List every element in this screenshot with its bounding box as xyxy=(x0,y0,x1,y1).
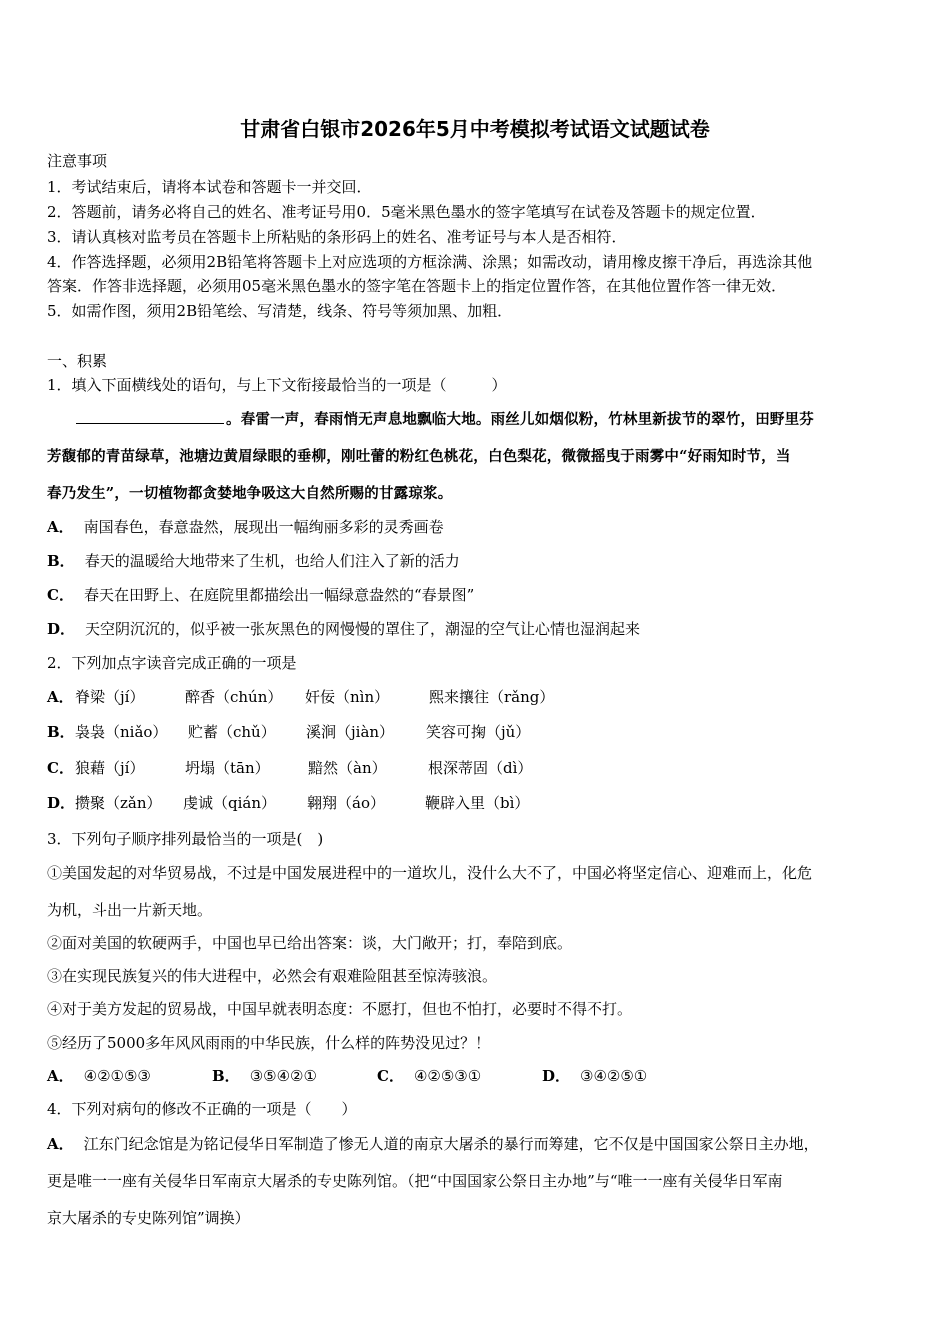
option-item: 虔诚（qián） xyxy=(183,794,277,812)
option-item: 奸佞（nìn） xyxy=(305,688,390,706)
option-text-line: 京大屠杀的专史陈列馆”调换） xyxy=(47,1209,250,1227)
option-item: 攒聚（zǎn） xyxy=(75,794,162,812)
notice-item: 答案．作答非选择题，必须用05毫米黑色墨水的签字笔在答题卡上的指定位置作答，在其他位置作答一律无效． xyxy=(47,277,787,295)
sentence-line: ④对于美方发起的贸易战，中国早就表明态度：不愿打，但也不怕打，必要时不得不打。 xyxy=(47,1000,633,1018)
option-text-line: 更是唯一一座有关侵华日军南京大屠杀的专史陈列馆。（把“中国国家公祭日主办地”与“唯一一座有关侵华日军南 xyxy=(47,1172,783,1190)
option-item: 脊梁（jí） xyxy=(75,688,145,706)
page-title: 甘肃省白银市2026年5月中考模拟考试语文试题试卷 xyxy=(240,117,710,141)
passage-line: 春乃发生”，一切植物都贪婪地争吸这大自然所赐的甘露琼浆。 xyxy=(47,485,453,502)
option-c xyxy=(47,585,474,605)
option-item: 黯然（àn） xyxy=(308,759,387,777)
option-text: ③⑤④②① xyxy=(249,1067,317,1085)
option-label: C． xyxy=(47,586,74,604)
option-label: B． xyxy=(47,723,75,741)
option-a xyxy=(47,1134,819,1154)
option-label: D． xyxy=(542,1067,571,1085)
question-stem: 4．下列对病句的修改不正确的一项是（ ） xyxy=(47,1100,357,1118)
option-item: 笑容可掬（jǔ） xyxy=(426,723,531,741)
passage-text: 。春雷一声，春雨悄无声息地飘临大地。雨丝儿如烟似粉，竹林里新拔节的翠竹，田野里芬 xyxy=(226,411,814,428)
option-item: 翱翔（áo） xyxy=(307,794,385,812)
option-text: ④②⑤③① xyxy=(413,1067,482,1085)
option-label: A． xyxy=(47,518,74,536)
section-heading: 一、积累 xyxy=(47,352,108,370)
notice-item: 2．答题前，请务必将自己的姓名、准考证号用0．5毫米黑色墨水的签字笔填写在试卷及答题卡的规定位置． xyxy=(47,203,766,221)
option-text: ④②①⑤③ xyxy=(83,1067,151,1085)
option-b xyxy=(47,551,460,571)
option-label: B． xyxy=(47,552,75,570)
option-item: 坍塌（tān） xyxy=(185,759,270,777)
option-label: D． xyxy=(47,620,76,638)
option-text: ③④②⑤① xyxy=(580,1067,648,1085)
option-a xyxy=(47,687,555,707)
notice-item: 1．考试结束后，请将本试卷和答题卡一并交回． xyxy=(47,178,372,196)
passage-line xyxy=(76,409,814,430)
option-b xyxy=(47,722,531,742)
question-stem: 2．下列加点字读音完成正确的一项是 xyxy=(47,654,297,672)
option-a xyxy=(47,517,444,537)
option-item: 鞭辟入里（bì） xyxy=(425,794,530,812)
option-item: 根深蒂固（dì） xyxy=(428,759,533,777)
option-c xyxy=(47,758,533,778)
option-b xyxy=(212,1066,317,1086)
option-label: C． xyxy=(377,1067,404,1085)
option-label: A． xyxy=(47,1067,74,1085)
sentence-line: 为机，斗出一片新天地。 xyxy=(47,901,213,919)
sentence-line: ⑤经历了5000多年风风雨雨的中华民族，什么样的阵势没见过？！ xyxy=(47,1034,491,1052)
option-label: D． xyxy=(47,794,76,812)
option-item: 狼藉（jí） xyxy=(75,759,145,777)
option-text: 春天的温暖给大地带来了生机，也给人们注入了新的活力 xyxy=(84,552,460,570)
option-item: 溪涧（jiàn） xyxy=(306,723,395,741)
question-stem: 1．填入下面横线处的语句，与上下文衔接最恰当的一项是（ ） xyxy=(47,376,507,394)
question-stem: 3．下列句子顺序排列最恰当的一项是( ) xyxy=(47,830,324,848)
option-item: 熙来攘往（rǎng） xyxy=(429,688,555,706)
option-text: 天空阴沉沉的，似乎被一张灰黑色的网慢慢的罩住了，潮湿的空气让心情也湿润起来 xyxy=(85,620,641,638)
option-label: B． xyxy=(212,1067,240,1085)
notice-heading: 注意事项 xyxy=(47,152,108,170)
option-d xyxy=(542,1066,647,1086)
option-a xyxy=(47,1066,151,1086)
notice-item: 4．作答选择题，必须用2B铅笔将答题卡上对应选项的方框涂满、涂黑；如需改动，请用橡皮擦干净后，再选涂其他 xyxy=(47,253,813,271)
option-text: 江东门纪念馆是为铭记侵华日军制造了惨无人道的南京大屠杀的暴行而筹建，它不仅是中国国家公祭日主办地， xyxy=(83,1135,819,1153)
option-c xyxy=(377,1066,481,1086)
sentence-line: ①美国发起的对华贸易战，不过是中国发展进程中的一道坎儿，没什么大不了，中国必将坚定信心、迎难而上，化危 xyxy=(47,864,813,882)
option-text: 南国春色，春意盎然，展现出一幅绚丽多彩的灵秀画卷 xyxy=(83,518,444,536)
fill-blank xyxy=(76,409,224,424)
option-d xyxy=(47,793,530,813)
sentence-line: ③在实现民族复兴的伟大进程中，必然会有艰难险阻甚至惊涛骇浪。 xyxy=(47,967,498,985)
sentence-line: ②面对美国的软硬两手，中国也早已给出答案：谈，大门敞开；打，奉陪到底。 xyxy=(47,934,573,952)
option-label: A． xyxy=(47,688,74,706)
option-label: C． xyxy=(47,759,74,777)
passage-line: 芳馥郁的青苗绿草，池塘边黄眉绿眼的垂柳，刚吐蕾的粉红色桃花，白色梨花，微微摇曳于雨雾中“好雨知时节，当 xyxy=(47,448,791,465)
option-text: 春天在田野上、在庭院里都描绘出一幅绿意盎然的“春景图” xyxy=(83,586,475,604)
option-item: 贮蓄（chǔ） xyxy=(188,723,276,741)
notice-item: 3．请认真核对监考员在答题卡上所粘贴的条形码上的姓名、准考证号与本人是否相符． xyxy=(47,228,627,246)
option-label: A． xyxy=(47,1135,74,1153)
option-item: 醉香（chún） xyxy=(185,688,283,706)
option-d xyxy=(47,619,640,639)
option-item: 袅袅（niǎo） xyxy=(75,723,168,741)
notice-item: 5．如需作图，须用2B铅笔绘、写清楚，线条、符号等须加黑、加粗． xyxy=(47,302,513,320)
